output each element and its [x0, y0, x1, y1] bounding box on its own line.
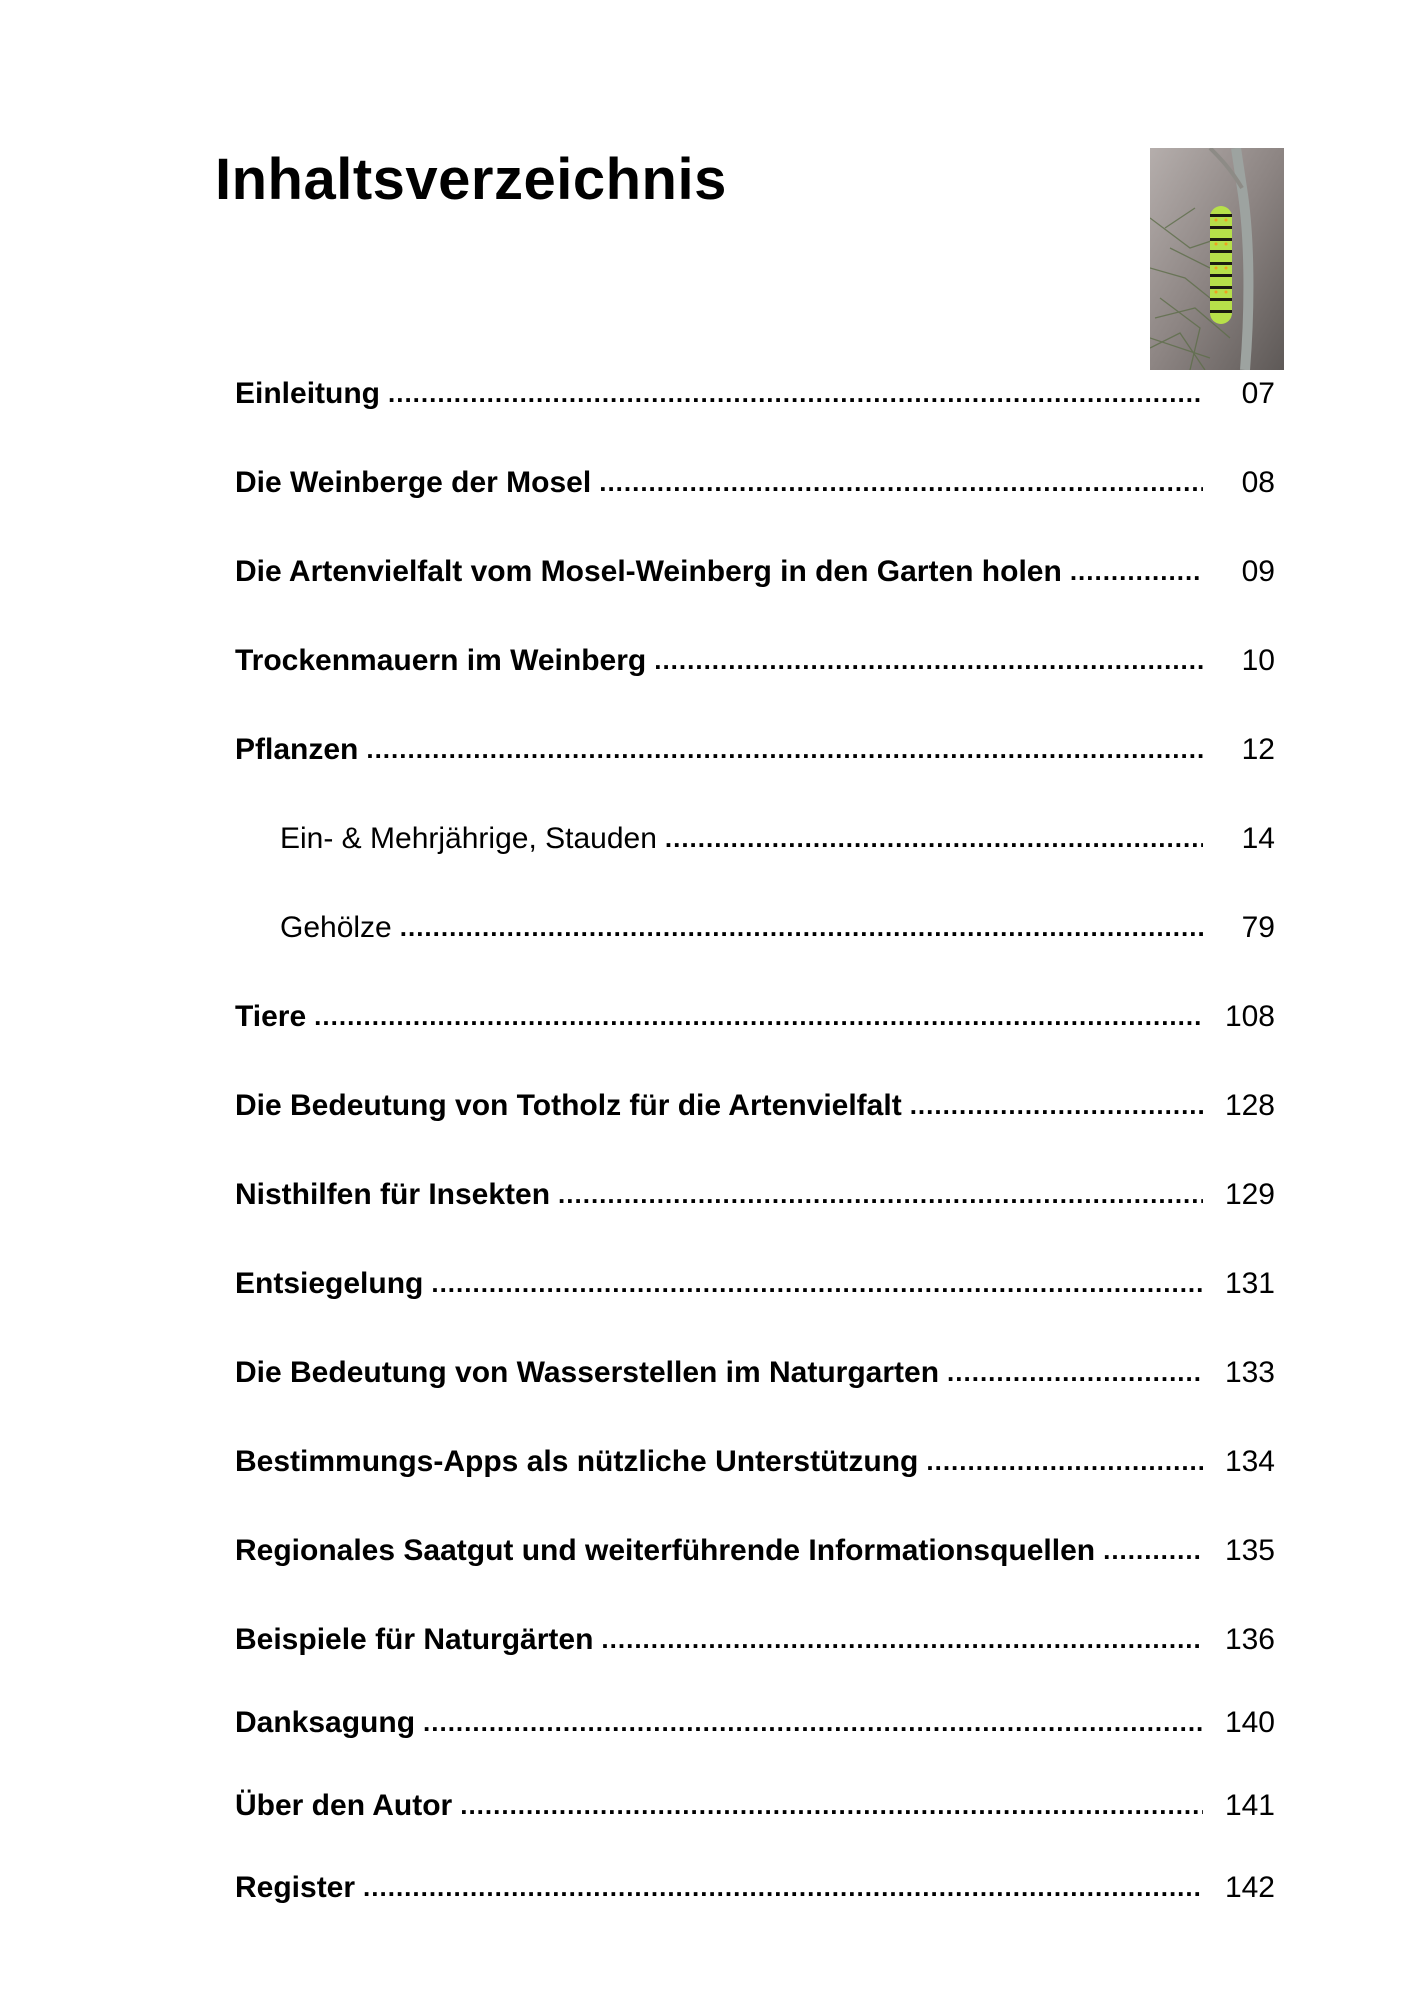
toc-entry[interactable]: [235, 1442, 1275, 1482]
dot-leader: [366, 730, 1203, 770]
dot-leader: [926, 1442, 1203, 1482]
toc-entry-page: 12: [1241, 733, 1275, 766]
dot-leader: [388, 374, 1203, 414]
toc-subentry[interactable]: [280, 819, 1275, 859]
toc-entry-title: Trockenmauern im Weinberg: [235, 644, 647, 677]
toc-entry-title: Einleitung: [235, 377, 380, 410]
dot-leader: [400, 908, 1203, 948]
toc-entry-page: 128: [1224, 1089, 1275, 1122]
toc-entry-page: 136: [1224, 1623, 1275, 1656]
toc-entry-page: 14: [1241, 822, 1275, 855]
toc-entry-page: 135: [1224, 1534, 1275, 1567]
dot-leader: [431, 1264, 1203, 1304]
caterpillar-photo: [1150, 148, 1284, 370]
dot-leader: [1070, 552, 1203, 592]
toc-entry-title: Die Bedeutung von Totholz für die Artenvielfalt: [235, 1089, 902, 1122]
toc-entry-page: 133: [1224, 1356, 1275, 1389]
toc-entry-page: 140: [1224, 1706, 1275, 1739]
dot-leader: [654, 641, 1203, 681]
toc-entry[interactable]: [235, 1868, 1275, 1908]
dot-leader: [601, 1620, 1203, 1660]
toc-entry-title: Ein- & Mehrjährige, Stauden: [280, 822, 657, 855]
dot-leader: [947, 1353, 1203, 1393]
toc-entry[interactable]: [235, 1086, 1275, 1126]
toc-entry-title: Bestimmungs-Apps als nützliche Unterstützung: [235, 1445, 919, 1478]
dot-leader: [460, 1786, 1203, 1826]
dot-leader: [314, 997, 1203, 1037]
toc-entry-title: Die Weinberge der Mosel: [235, 466, 592, 499]
toc-entry[interactable]: [235, 1264, 1275, 1304]
toc-entry-page: 79: [1241, 911, 1275, 944]
toc-entry-page: 07: [1241, 377, 1275, 410]
dot-leader: [665, 819, 1203, 859]
toc-entry-page: 134: [1224, 1445, 1275, 1478]
toc-entry-page: 129: [1224, 1178, 1275, 1211]
toc-entry[interactable]: [235, 463, 1275, 503]
toc-entry-page: 09: [1241, 555, 1275, 588]
toc-entry-page: 10: [1241, 644, 1275, 677]
toc-entry[interactable]: [235, 1175, 1275, 1215]
toc-entry-title: Register: [235, 1871, 356, 1904]
dot-leader: [363, 1868, 1203, 1908]
toc-entry[interactable]: [235, 1620, 1275, 1660]
toc-entry[interactable]: [235, 997, 1275, 1037]
toc-entry[interactable]: [235, 552, 1275, 592]
toc-entry[interactable]: [235, 1353, 1275, 1393]
page-title: Inhaltsverzeichnis: [215, 147, 727, 212]
toc-entry[interactable]: [235, 1531, 1275, 1571]
toc-entry[interactable]: [235, 1703, 1275, 1743]
toc-entry[interactable]: [235, 1786, 1275, 1826]
toc-entry-title: Nisthilfen für Insekten: [235, 1178, 551, 1211]
toc-entry[interactable]: [235, 641, 1275, 681]
toc-entry-page: 141: [1224, 1789, 1275, 1822]
toc-entry-title: Pflanzen: [235, 733, 359, 766]
toc-entry-title: Tiere: [235, 1000, 307, 1033]
toc-entry-title: Danksagung: [235, 1706, 416, 1739]
toc-entry-title: Über den Autor: [235, 1789, 453, 1822]
dot-leader: [1103, 1531, 1203, 1571]
toc-entry-title: Entsiegelung: [235, 1267, 424, 1300]
toc-entry-title: Regionales Saatgut und weiterführende Informationsquellen: [235, 1534, 1096, 1567]
toc-entry-page: 08: [1241, 466, 1275, 499]
toc-entry[interactable]: [235, 730, 1275, 770]
toc-entry-page: 142: [1224, 1871, 1275, 1904]
dot-leader: [558, 1175, 1203, 1215]
toc-entry-title: Beispiele für Naturgärten: [235, 1623, 594, 1656]
toc-entry-page: 108: [1224, 1000, 1275, 1033]
toc-entry-page: 131: [1224, 1267, 1275, 1300]
toc-entry-title: Die Artenvielfalt vom Mosel-Weinberg in den Garten holen: [235, 555, 1062, 588]
toc-entry[interactable]: [235, 374, 1275, 414]
caterpillar-image: [1150, 148, 1284, 370]
toc-entry-title: Gehölze: [280, 911, 392, 944]
dot-leader: [423, 1703, 1203, 1743]
dot-leader: [910, 1086, 1203, 1126]
toc-entry-title: Die Bedeutung von Wasserstellen im Naturgarten: [235, 1356, 940, 1389]
dot-leader: [599, 463, 1203, 503]
toc-subentry[interactable]: [280, 908, 1275, 948]
